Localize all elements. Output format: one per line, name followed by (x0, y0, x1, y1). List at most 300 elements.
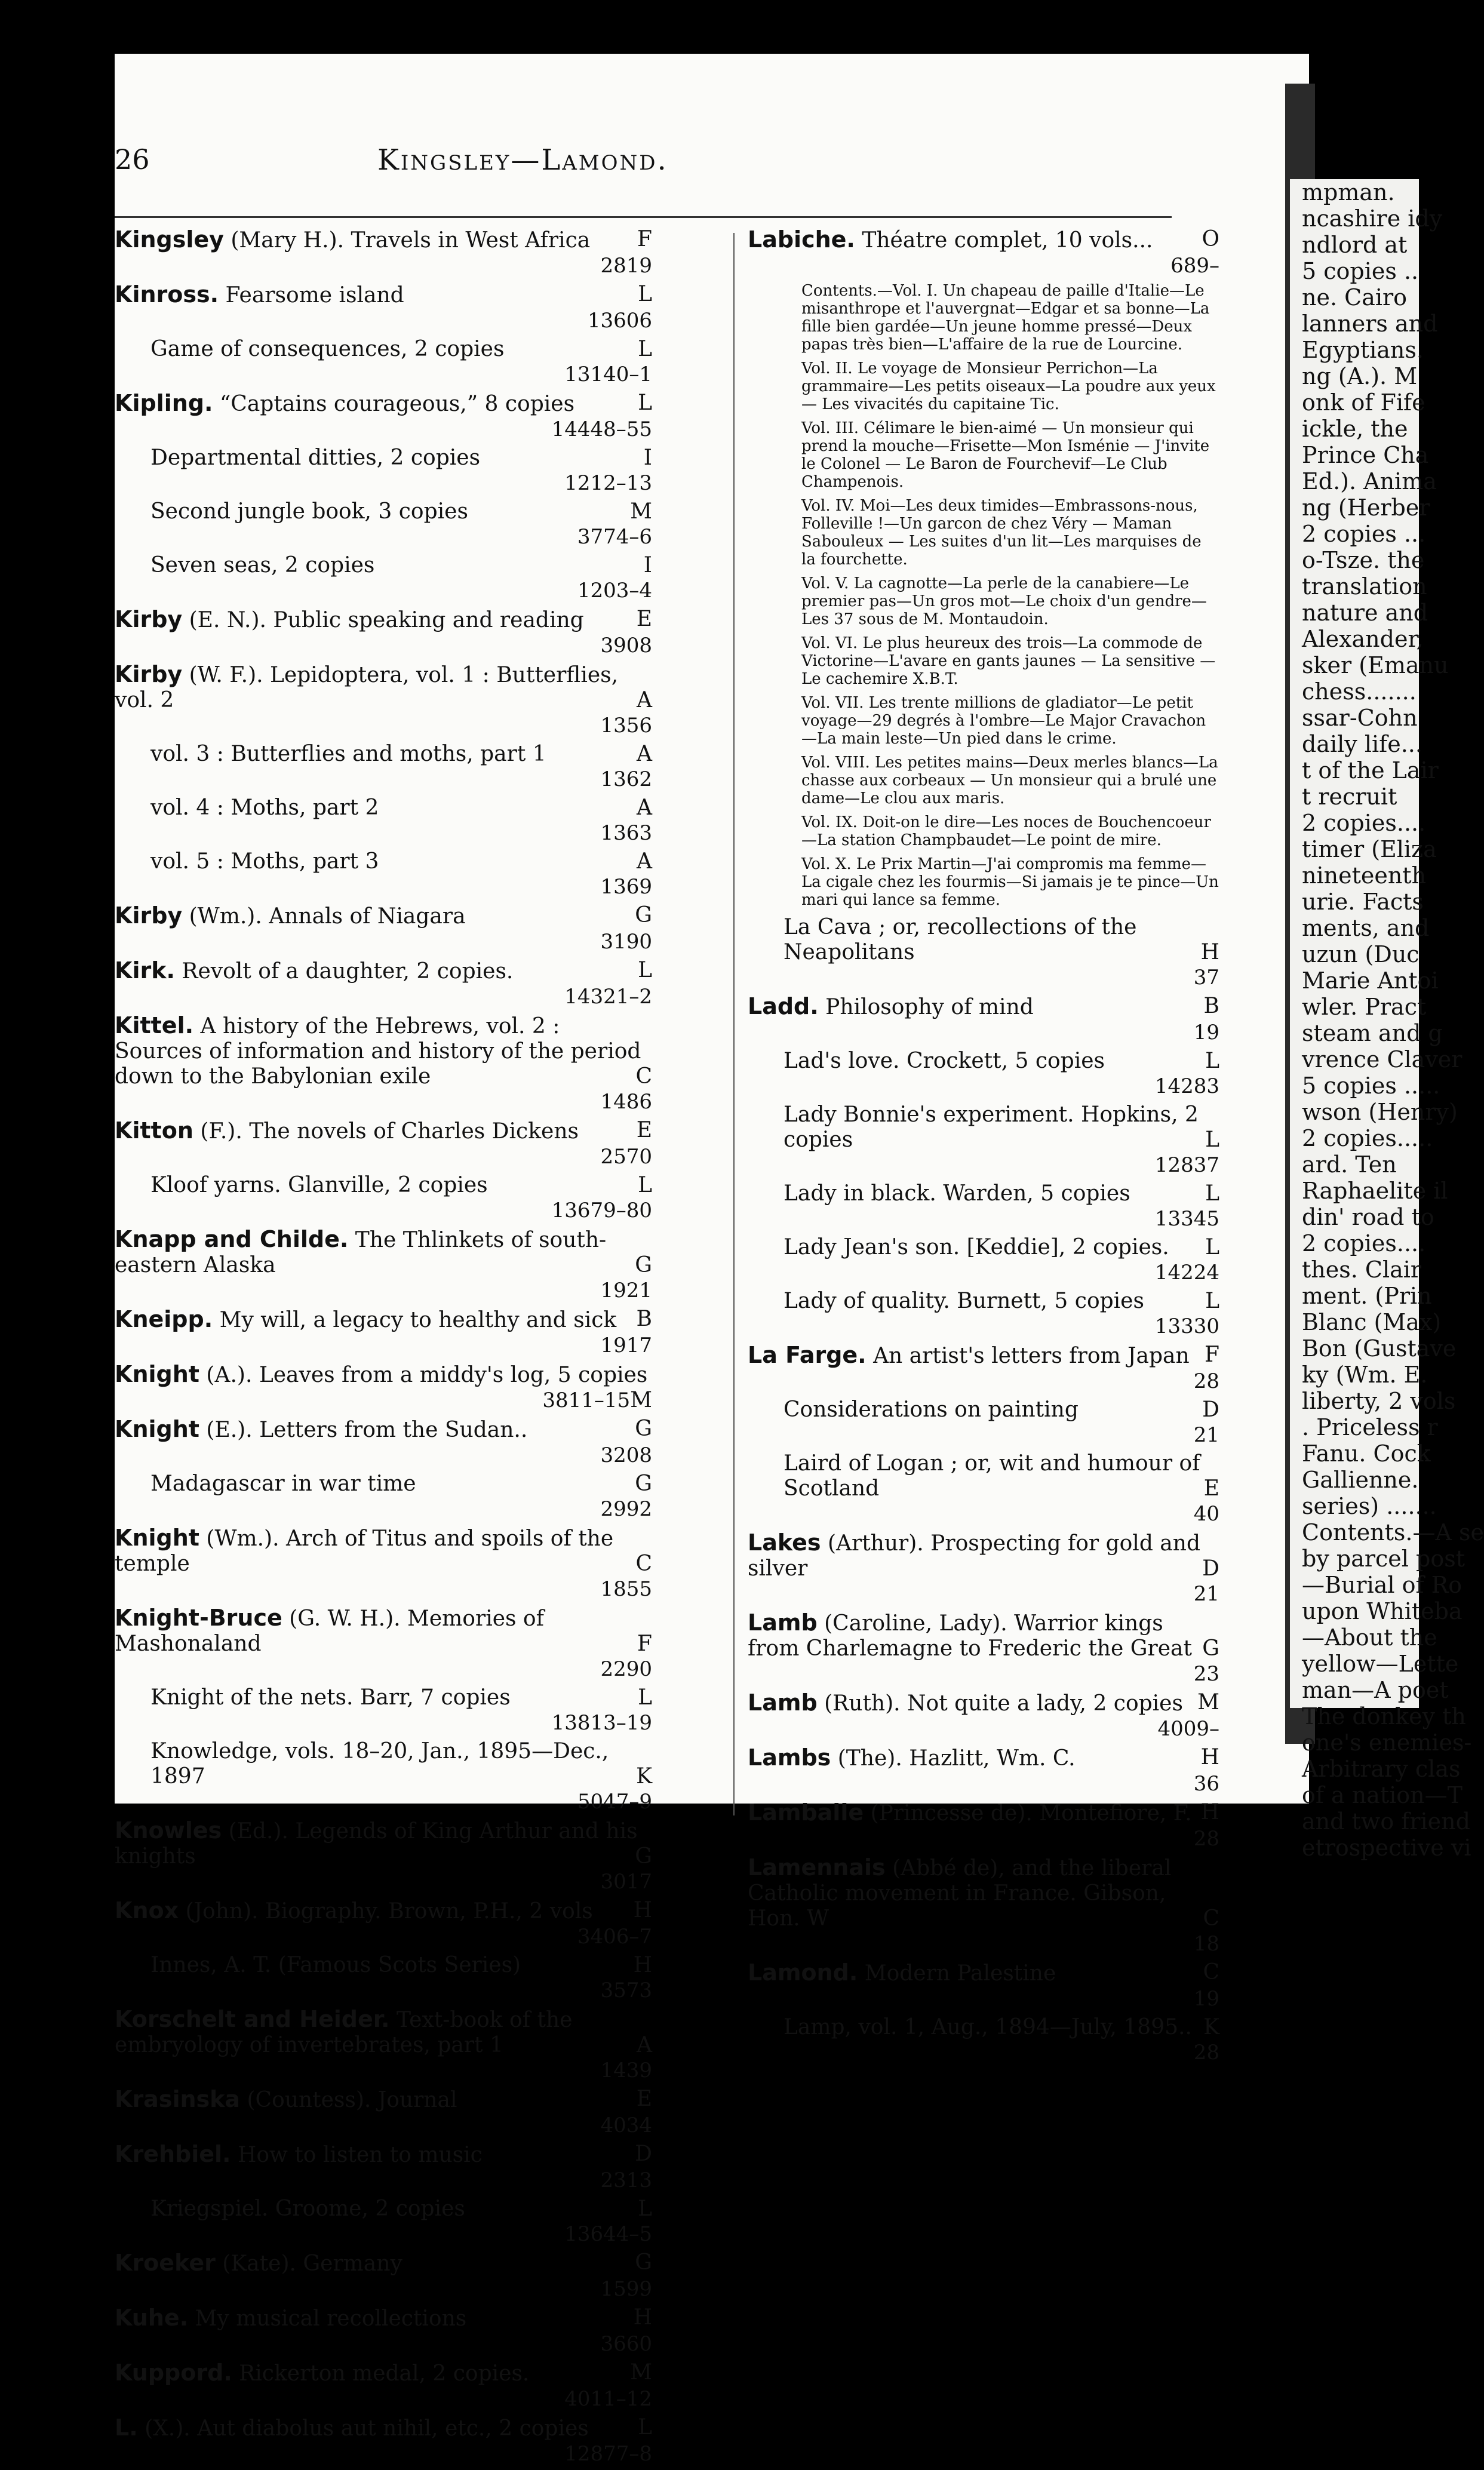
catalog-entry (115, 2305, 652, 2357)
facing-page-text: by parcel post (1302, 1546, 1465, 1572)
facing-page-text: —Burial of Ro (1302, 1572, 1463, 1598)
entry-number: 3811–15 (542, 1388, 631, 1412)
entry-title: Théatre complet, 10 vols... (862, 228, 1153, 253)
entry-head: Knight (115, 1525, 199, 1551)
entry-title: (X.). Aut diabolus aut nihil, etc., 2 copies (145, 2416, 589, 2441)
facing-page-text: ment. (Prin (1302, 1283, 1432, 1309)
entry-head: Kipling. (115, 390, 213, 416)
entry-head: Kneipp. (115, 1306, 213, 1332)
entry-class: L (1205, 1289, 1219, 1313)
facing-page-text: one's enemies- (1302, 1729, 1472, 1756)
catalog-entry (748, 1610, 1219, 1686)
catalog-entry (748, 1342, 1219, 1394)
catalog-entry (115, 2007, 652, 2083)
facing-page-text: Arbitrary clas (1302, 1756, 1461, 1782)
facing-page-text: steam and g (1302, 1020, 1443, 1046)
entry-class: I (643, 446, 652, 470)
entry-head: Knox (115, 1897, 179, 1924)
facing-page-text: t of the Lair (1302, 757, 1439, 784)
contents-volume: Vol. VI. Le plus heureux des trois—La commode de Victorine—L'avare en gants jaunes — La sensitive — Le cachemire X.B.T. (801, 634, 1216, 688)
catalog-entry (115, 607, 652, 658)
entry-number: 13345 (1154, 1207, 1219, 1231)
facing-page-text: Blanc (Max) (1302, 1309, 1442, 1335)
catalog-entry (748, 994, 1219, 1045)
entry-number: 14224 (1154, 1261, 1219, 1285)
entry-class: E (1203, 1476, 1219, 1501)
entry-head: Ladd. (748, 993, 819, 1019)
entry-class: M (630, 2360, 652, 2385)
contents-volume: Vol. III. Célimare le bien-aimé — Un monsieur qui prend la mouche—Frisette—Mon Isménie — J'invite le Colonel — Le Baron de Fourchevif—Le Club Champenois. (801, 419, 1210, 491)
entry-number: 4009– (1157, 1717, 1219, 1741)
facing-page-text: 5 copies .. (1302, 258, 1419, 284)
entry-head: Lamennais (748, 1854, 886, 1881)
entry-title: (G. W. H.). Memories of Mashonaland (115, 1606, 544, 1656)
entry-number: 28 (1193, 2041, 1219, 2065)
contents-volume: Vol. IX. Doit-on le dire—Les noces de Bouchencoeur—La station Champbaudet—Le point de mire. (801, 813, 1211, 849)
entry-head: Kuppord. (115, 2360, 232, 2386)
entry-title: (John). Biography. Brown, P.H., 2 vols (185, 1899, 593, 1924)
book-page (115, 54, 1309, 2466)
entry-number: 1921 (600, 1279, 652, 1302)
entry-number: 2313 (600, 2168, 652, 2192)
catalog-entry (115, 2250, 652, 2302)
facing-page-text: ard. Ten (1302, 1151, 1397, 1178)
entry-number: 12877–8 (564, 2442, 652, 2466)
entry-class: L (638, 2196, 652, 2221)
entry-title: Modern Palestine (864, 1961, 1056, 1986)
catalog-entry (115, 795, 652, 846)
entry-number: 23 (1193, 1662, 1219, 1686)
entry-title: Innes, A. T. (Famous Scots Series) (150, 1953, 521, 1977)
entry-head: Krasinska (115, 2086, 241, 2112)
catalog-entry (115, 446, 652, 496)
entry-title: (The). Hazlitt, Wm. C. (837, 1746, 1076, 1771)
facing-page-text: o-Tsze. the (1302, 547, 1425, 573)
entry-class: A (637, 849, 652, 874)
entry-title: Departmental ditties, 2 copies (150, 446, 481, 470)
facing-page-text: Contents.—A se (1302, 1519, 1484, 1546)
entry-number: 21 (1193, 1582, 1219, 1606)
catalog-entry (115, 1307, 652, 1358)
facing-page-text: —About the (1302, 1624, 1437, 1651)
entry-title: Revolt of a daughter, 2 copies. (182, 959, 514, 984)
entry-title: Philosophy of mind (825, 995, 1034, 1019)
entry-class: G (635, 1471, 652, 1496)
entry-class: H (633, 1898, 652, 1922)
labiche-contents (801, 282, 1219, 909)
entry-title: (Wm.). Annals of Niagara (189, 904, 466, 929)
facing-page-text: lanners and (1302, 311, 1438, 337)
catalog-entry (115, 1227, 652, 1303)
entry-class: F (1205, 1342, 1219, 1367)
facing-page-text: thes. Clair (1302, 1256, 1422, 1283)
entry-number: 1203–4 (577, 579, 652, 603)
entry-title: My will, a legacy to healthy and sick (219, 1308, 617, 1332)
entry-class: L (638, 337, 652, 361)
entry-title: (E.). Letters from the Sudan.. (206, 1418, 528, 1442)
facing-page-text: timer (Eliza (1302, 836, 1437, 862)
entry-title: Lady of quality. Burnett, 5 copies (784, 1289, 1144, 1313)
entry-number: 12837 (1154, 1153, 1219, 1177)
entry-number: 14321–2 (564, 985, 652, 1009)
entry-number: 21 (1193, 1423, 1219, 1447)
entry-head: La Farge. (748, 1342, 867, 1368)
facing-page-text: etrospective vi (1302, 1835, 1471, 1861)
entry-head: Kroeker (115, 2250, 216, 2276)
entry-title: vol. 3 : Butterflies and moths, part 1 (150, 742, 546, 766)
entry-head: L. (115, 2414, 138, 2441)
catalog-entry (115, 849, 652, 899)
facing-page-text: Fanu. Cock (1302, 1440, 1431, 1467)
entry-class: B (1203, 994, 1219, 1018)
facing-page-text: 5 copies ..... (1302, 1073, 1440, 1099)
catalog-entry (115, 742, 652, 792)
entry-class: L (1205, 1235, 1219, 1259)
entry-title: (Princesse de). Montefiore, F. (870, 1801, 1192, 1826)
entry-class: C (635, 1552, 652, 1576)
middle-column (748, 227, 1219, 2069)
entry-class: A (637, 742, 652, 766)
catalog-entry (748, 2015, 1219, 2065)
entry-class: G (635, 2250, 652, 2275)
contents-volume: Vol. X. Le Prix Martin—J'ai compromis ma femme—La cigale chez les fourmis—Si jamais je te pince—Un mari qui lance sa femme. (801, 855, 1219, 909)
entry-class: I (643, 553, 652, 577)
entry-number: 2290 (600, 1657, 652, 1681)
entry-number: 40 (1193, 1502, 1219, 1526)
entry-class: L (638, 1173, 652, 1197)
facing-page-text: Egyptians. (1302, 337, 1424, 363)
entry-class: C (1203, 1906, 1219, 1931)
entry-class: K (1203, 2015, 1219, 2039)
entry-class: C (635, 1064, 652, 1089)
entry-number: 689– (1170, 254, 1219, 278)
entry-number: 4034 (600, 2113, 652, 2137)
page-number: 26 (115, 143, 150, 176)
entry-title: How to listen to music (237, 2143, 483, 2167)
facing-page-text: 2 copies ... (1302, 521, 1426, 547)
entry-number: 3406–7 (577, 1925, 652, 1949)
entry-title: (F.). The novels of Charles Dickens (200, 1119, 579, 1144)
facing-page-text: man—A poet (1302, 1677, 1449, 1703)
catalog-entry (748, 1451, 1219, 1526)
entry-class: K (636, 1764, 652, 1789)
catalog-entry (115, 1685, 652, 1735)
facing-page-text: uzun (Duc (1302, 941, 1420, 967)
entry-class: A (637, 2033, 652, 2057)
entry-title: (Kate). Germany (222, 2251, 403, 2276)
entry-title: Fearsome island (225, 283, 404, 308)
entry-title: Laird of Logan ; or, wit and humour of Scotland (784, 1451, 1200, 1501)
entry-class: G (635, 903, 652, 927)
catalog-entry (748, 1235, 1219, 1285)
entry-title: Lady in black. Warden, 5 copies (784, 1181, 1130, 1206)
catalog-entry (115, 1013, 652, 1114)
entry-number: 13606 (587, 309, 652, 333)
entry-head: Knight (115, 1416, 199, 1442)
facing-page-text: yellow—Lette (1302, 1651, 1459, 1677)
facing-page-text: din' road to (1302, 1204, 1434, 1230)
entry-class: D (635, 2142, 652, 2166)
entry-title: vol. 4 : Moths, part 2 (150, 795, 379, 820)
entry-head: Labiche. (748, 226, 855, 253)
entry-number: 18 (1193, 1932, 1219, 1956)
column-divider (733, 233, 735, 1815)
entry-head: Lamb (748, 1689, 818, 1716)
entry-head: Lamb (748, 1609, 818, 1636)
entry-class: F (637, 227, 652, 251)
catalog-entry (115, 227, 652, 278)
entry-class: G (1202, 1636, 1219, 1661)
catalog-entry (748, 1530, 1219, 1606)
entry-class: H (1200, 940, 1219, 964)
entry-class: M (630, 499, 652, 524)
entry-title: My musical recollections (195, 2306, 467, 2331)
contents-volume: Vol. V. La cagnotte—La perle de la canabiere—Le premier pas—Un gros mot—Le choix d'un gendre—Les 37 sous de M. Montaudoin. (801, 575, 1207, 628)
catalog-entry (748, 1855, 1219, 1956)
contents-volume: Vol. IV. Moi—Les deux timides—Embrassons-nous, Folleville !—Un garcon de chez Véry — Maman Sabouleux — Les suites d'un lit—Les marquises de la fourchette. (801, 497, 1202, 569)
catalog-entry (115, 1471, 652, 1522)
facing-page-text: nature and (1302, 600, 1428, 626)
catalog-entry (115, 2087, 652, 2138)
catalog-entry (748, 1102, 1219, 1178)
entry-title: Considerations on painting (784, 1397, 1079, 1422)
entry-number: 3573 (600, 1979, 652, 2002)
entry-class: L (638, 391, 652, 415)
entry-head: Lamond. (748, 1959, 858, 1986)
catalog-entry (115, 903, 652, 954)
facing-page-text: Ed.). Anima (1302, 468, 1437, 494)
entry-class: H (1200, 1745, 1219, 1769)
entry-head: Kirby (115, 606, 183, 632)
entry-title: Madagascar in war time (150, 1471, 416, 1496)
facing-page-text: Alexander, (1302, 626, 1424, 652)
entry-number: 37 (1193, 966, 1219, 990)
entry-title: Lady Jean's son. [Keddie], 2 copies. (784, 1235, 1169, 1259)
entry-title: A history of the Hebrews, vol. 2 : Sources of information and history of the period down to the Babylonian exile (115, 1014, 641, 1089)
entry-title: Rickerton medal, 2 copies. (239, 2361, 530, 2386)
entry-head: Kinross. (115, 281, 219, 308)
catalog-entry (115, 337, 652, 387)
entry-class: F (637, 1632, 652, 1656)
entry-number: 13679–80 (551, 1199, 652, 1222)
facing-page-text: Marie Antoi (1302, 967, 1439, 994)
facing-page-text: translation (1302, 573, 1427, 600)
facing-page-text: onk of Fife (1302, 389, 1425, 416)
entry-head: Kirby (115, 902, 183, 929)
entry-number: 13140–1 (564, 362, 652, 386)
entry-class: H (1200, 1800, 1219, 1824)
entry-class: G (635, 1844, 652, 1869)
entry-number: 3774–6 (577, 525, 652, 549)
facing-page-text: urie. Facts (1302, 889, 1424, 915)
catalog-entry (115, 1417, 652, 1468)
facing-page-text: t recruit (1302, 784, 1397, 810)
entry-number: 1599 (600, 2277, 652, 2301)
facing-page-text: ng (A.). M (1302, 363, 1418, 389)
catalog-entry (115, 2142, 652, 2193)
running-head: Kingsley—Lamond. (377, 143, 668, 177)
entry-class: D (1202, 1397, 1219, 1422)
entry-class: B (636, 1307, 652, 1331)
entry-class: H (633, 1953, 652, 1977)
facing-page-text: ssar-Cohn (1302, 705, 1418, 731)
left-column (115, 227, 652, 2470)
entry-title: Text-book of the embryology of invertebrates, part 1 (115, 2008, 573, 2057)
catalog-entry (115, 2196, 652, 2247)
entry-head: Kuhe. (115, 2305, 189, 2331)
facing-page-fragment (1290, 179, 1484, 1861)
entry-class: L (638, 958, 652, 982)
catalog-entry (115, 553, 652, 603)
entry-head: Lakes (748, 1529, 821, 1556)
facing-page-text: wler. Pract (1302, 994, 1427, 1020)
entry-title: The Thlinkets of south-eastern Alaska (115, 1228, 607, 1277)
facing-page-text: Bon (Gustave (1302, 1335, 1457, 1362)
entry-number: 3017 (600, 1870, 652, 1894)
entry-class: E (636, 607, 652, 631)
facing-page-text: Gallienne. (1302, 1467, 1419, 1493)
catalog-entry (115, 1173, 652, 1223)
entry-class: G (635, 1253, 652, 1277)
entry-class: L (638, 1685, 652, 1710)
contents-volume: Vol. VIII. Les petites mains—Deux merles blancs—La chasse aux corbeaux — Un monsieur qui a brulé une dame—Le clou aux maris. (801, 754, 1218, 807)
facing-page-text: 2 copies.... (1302, 1230, 1426, 1256)
facing-page-text: ments, and (1302, 915, 1430, 941)
facing-page-text: sker (Emanu (1302, 652, 1449, 678)
labiche-entry (748, 227, 1219, 278)
facing-page-text: Raphaelite il (1302, 1178, 1448, 1204)
entry-head: Kitton (115, 1117, 193, 1144)
facing-page-text: Prince Cha (1302, 442, 1429, 468)
entry-title: Kriegspiel. Groome, 2 copies (150, 2196, 465, 2221)
catalog-entry (115, 1605, 652, 1682)
entry-title: Game of consequences, 2 copies (150, 337, 505, 361)
entry-number: 2819 (600, 254, 652, 278)
catalog-entry (748, 1745, 1219, 1796)
entry-class: E (636, 1118, 652, 1142)
catalog-entry (115, 1525, 652, 1602)
catalog-entry (115, 1118, 652, 1169)
facing-page-text: and two friend (1302, 1808, 1470, 1835)
entry-head: Korschelt and Heider. (115, 2006, 390, 2032)
entry-number: 1363 (600, 821, 652, 845)
facing-page-text: liberty, 2 vols (1302, 1388, 1456, 1414)
entry-class: O (1202, 227, 1219, 251)
entry-title: Knight of the nets. Barr, 7 copies (150, 1685, 511, 1710)
catalog-entry (748, 1049, 1219, 1099)
entry-head: Knowles (115, 1817, 222, 1844)
entry-number: 36 (1193, 1772, 1219, 1796)
entry-head: Kingsley (115, 226, 224, 253)
entry-number: 14283 (1154, 1074, 1219, 1098)
contents-volume: Vol. VII. Les trente millions de gladiator—Le petit voyage—29 degrés à l'ombre—Le Major Cravachon—La main leste—Un pied dans le crime. (801, 694, 1206, 748)
entry-head: Kirby (115, 661, 183, 687)
facing-page-text: ickle, the (1302, 416, 1408, 442)
entry-head: Knight-Bruce (115, 1605, 282, 1631)
facing-page-text: nineteenth (1302, 862, 1427, 889)
entry-title: Second jungle book, 3 copies (150, 499, 468, 524)
entry-class: L (1205, 1128, 1219, 1152)
entry-class: L (638, 2415, 652, 2440)
catalog-entry (748, 1690, 1219, 1741)
catalog-entry (748, 1800, 1219, 1851)
entry-class: M (630, 1388, 652, 1412)
entry-head: Kirk. (115, 957, 175, 984)
catalog-entry (115, 1739, 652, 1814)
entry-number: 19 (1193, 1021, 1219, 1044)
entry-number: 1362 (600, 767, 652, 791)
entry-class: L (1205, 1181, 1219, 1206)
entry-title: Knowledge, vols. 18–20, Jan., 1895—Dec., 1897 (150, 1739, 609, 1789)
entry-head: Krehbiel. (115, 2141, 231, 2167)
entry-number: 4011–12 (564, 2387, 652, 2411)
entry-title: (Abbé de), and the liberal Catholic movement in France. Gibson, Hon. W (748, 1856, 1172, 1931)
entry-title: (A.). Leaves from a middy's log, 5 copies (206, 1363, 648, 1387)
catalog-entry (115, 499, 652, 549)
entry-number: 3908 (600, 634, 652, 658)
entry-number: 1917 (600, 1334, 652, 1357)
entry-number: 3208 (600, 1443, 652, 1467)
entry-number: 13330 (1154, 1314, 1219, 1338)
catalog-entry (115, 2415, 652, 2466)
entry-title: La Cava ; or, recollections of the Neapolitans (784, 915, 1137, 964)
entry-title: (E. N.). Public speaking and reading (189, 608, 584, 632)
catalog-entry (115, 282, 652, 333)
contents-volume: Contents.—Vol. I. Un chapeau de paille d'Italie—Le misanthrope et l'auvergnat—Edgar et sa bonne—La fille bien gardée—Un jeune homme pressé—Deux papas très bien—L'affaire de la rue de Lourcine. (801, 282, 1210, 354)
entry-title: (Arthur). Prospecting for gold and silver (748, 1531, 1200, 1581)
entry-number: 13813–19 (551, 1711, 652, 1735)
facing-page-text: wson (Henry) (1302, 1099, 1458, 1125)
entry-title: (Countess). Journal (247, 2088, 457, 2112)
catalog-entry (748, 1960, 1219, 2011)
facing-page-text: ne. Cairo (1302, 284, 1408, 311)
entry-number: 1212–13 (564, 471, 652, 495)
catalog-entry (115, 1953, 652, 2003)
catalog-entry (115, 1362, 652, 1413)
entry-title: (Ruth). Not quite a lady, 2 copies (824, 1691, 1183, 1716)
facing-page-text: series) ....... (1302, 1493, 1437, 1519)
facing-page-text: vrence Claver (1302, 1046, 1463, 1073)
facing-page-text: 2 copies.... (1302, 810, 1426, 836)
entry-number: 19 (1193, 1987, 1219, 2011)
entry-number: 3190 (600, 930, 652, 954)
entry-class: E (636, 2087, 652, 2111)
entry-class: L (1205, 1049, 1219, 1073)
catalog-entry (748, 915, 1219, 990)
entry-class: C (1203, 1960, 1219, 1984)
entry-title: Seven seas, 2 copies (150, 553, 375, 577)
entry-number: 28 (1193, 1369, 1219, 1393)
entry-class: A (637, 688, 652, 712)
catalog-entry (115, 1818, 652, 1894)
entry-number: 1356 (600, 714, 652, 738)
entry-title: (Mary H.). Travels in West Africa (231, 228, 591, 253)
entry-title: vol. 5 : Moths, part 3 (150, 849, 379, 874)
facing-page-text: 2 copies..... (1302, 1125, 1433, 1151)
facing-page-text: of a nation—T (1302, 1782, 1463, 1808)
facing-page-text: ncashire idy (1302, 205, 1443, 232)
entry-class: L (638, 282, 652, 306)
entry-number: 28 (1193, 1827, 1219, 1851)
entry-class: M (1197, 1690, 1219, 1715)
header-rule (115, 216, 1172, 218)
catalog-entry (748, 1181, 1219, 1231)
entry-head: Kittel. (115, 1012, 194, 1039)
entry-number: 14448–55 (551, 417, 652, 441)
entry-number: 1439 (600, 2059, 652, 2082)
entry-number: 1486 (600, 1090, 652, 1114)
catalog-entry (748, 1397, 1219, 1448)
